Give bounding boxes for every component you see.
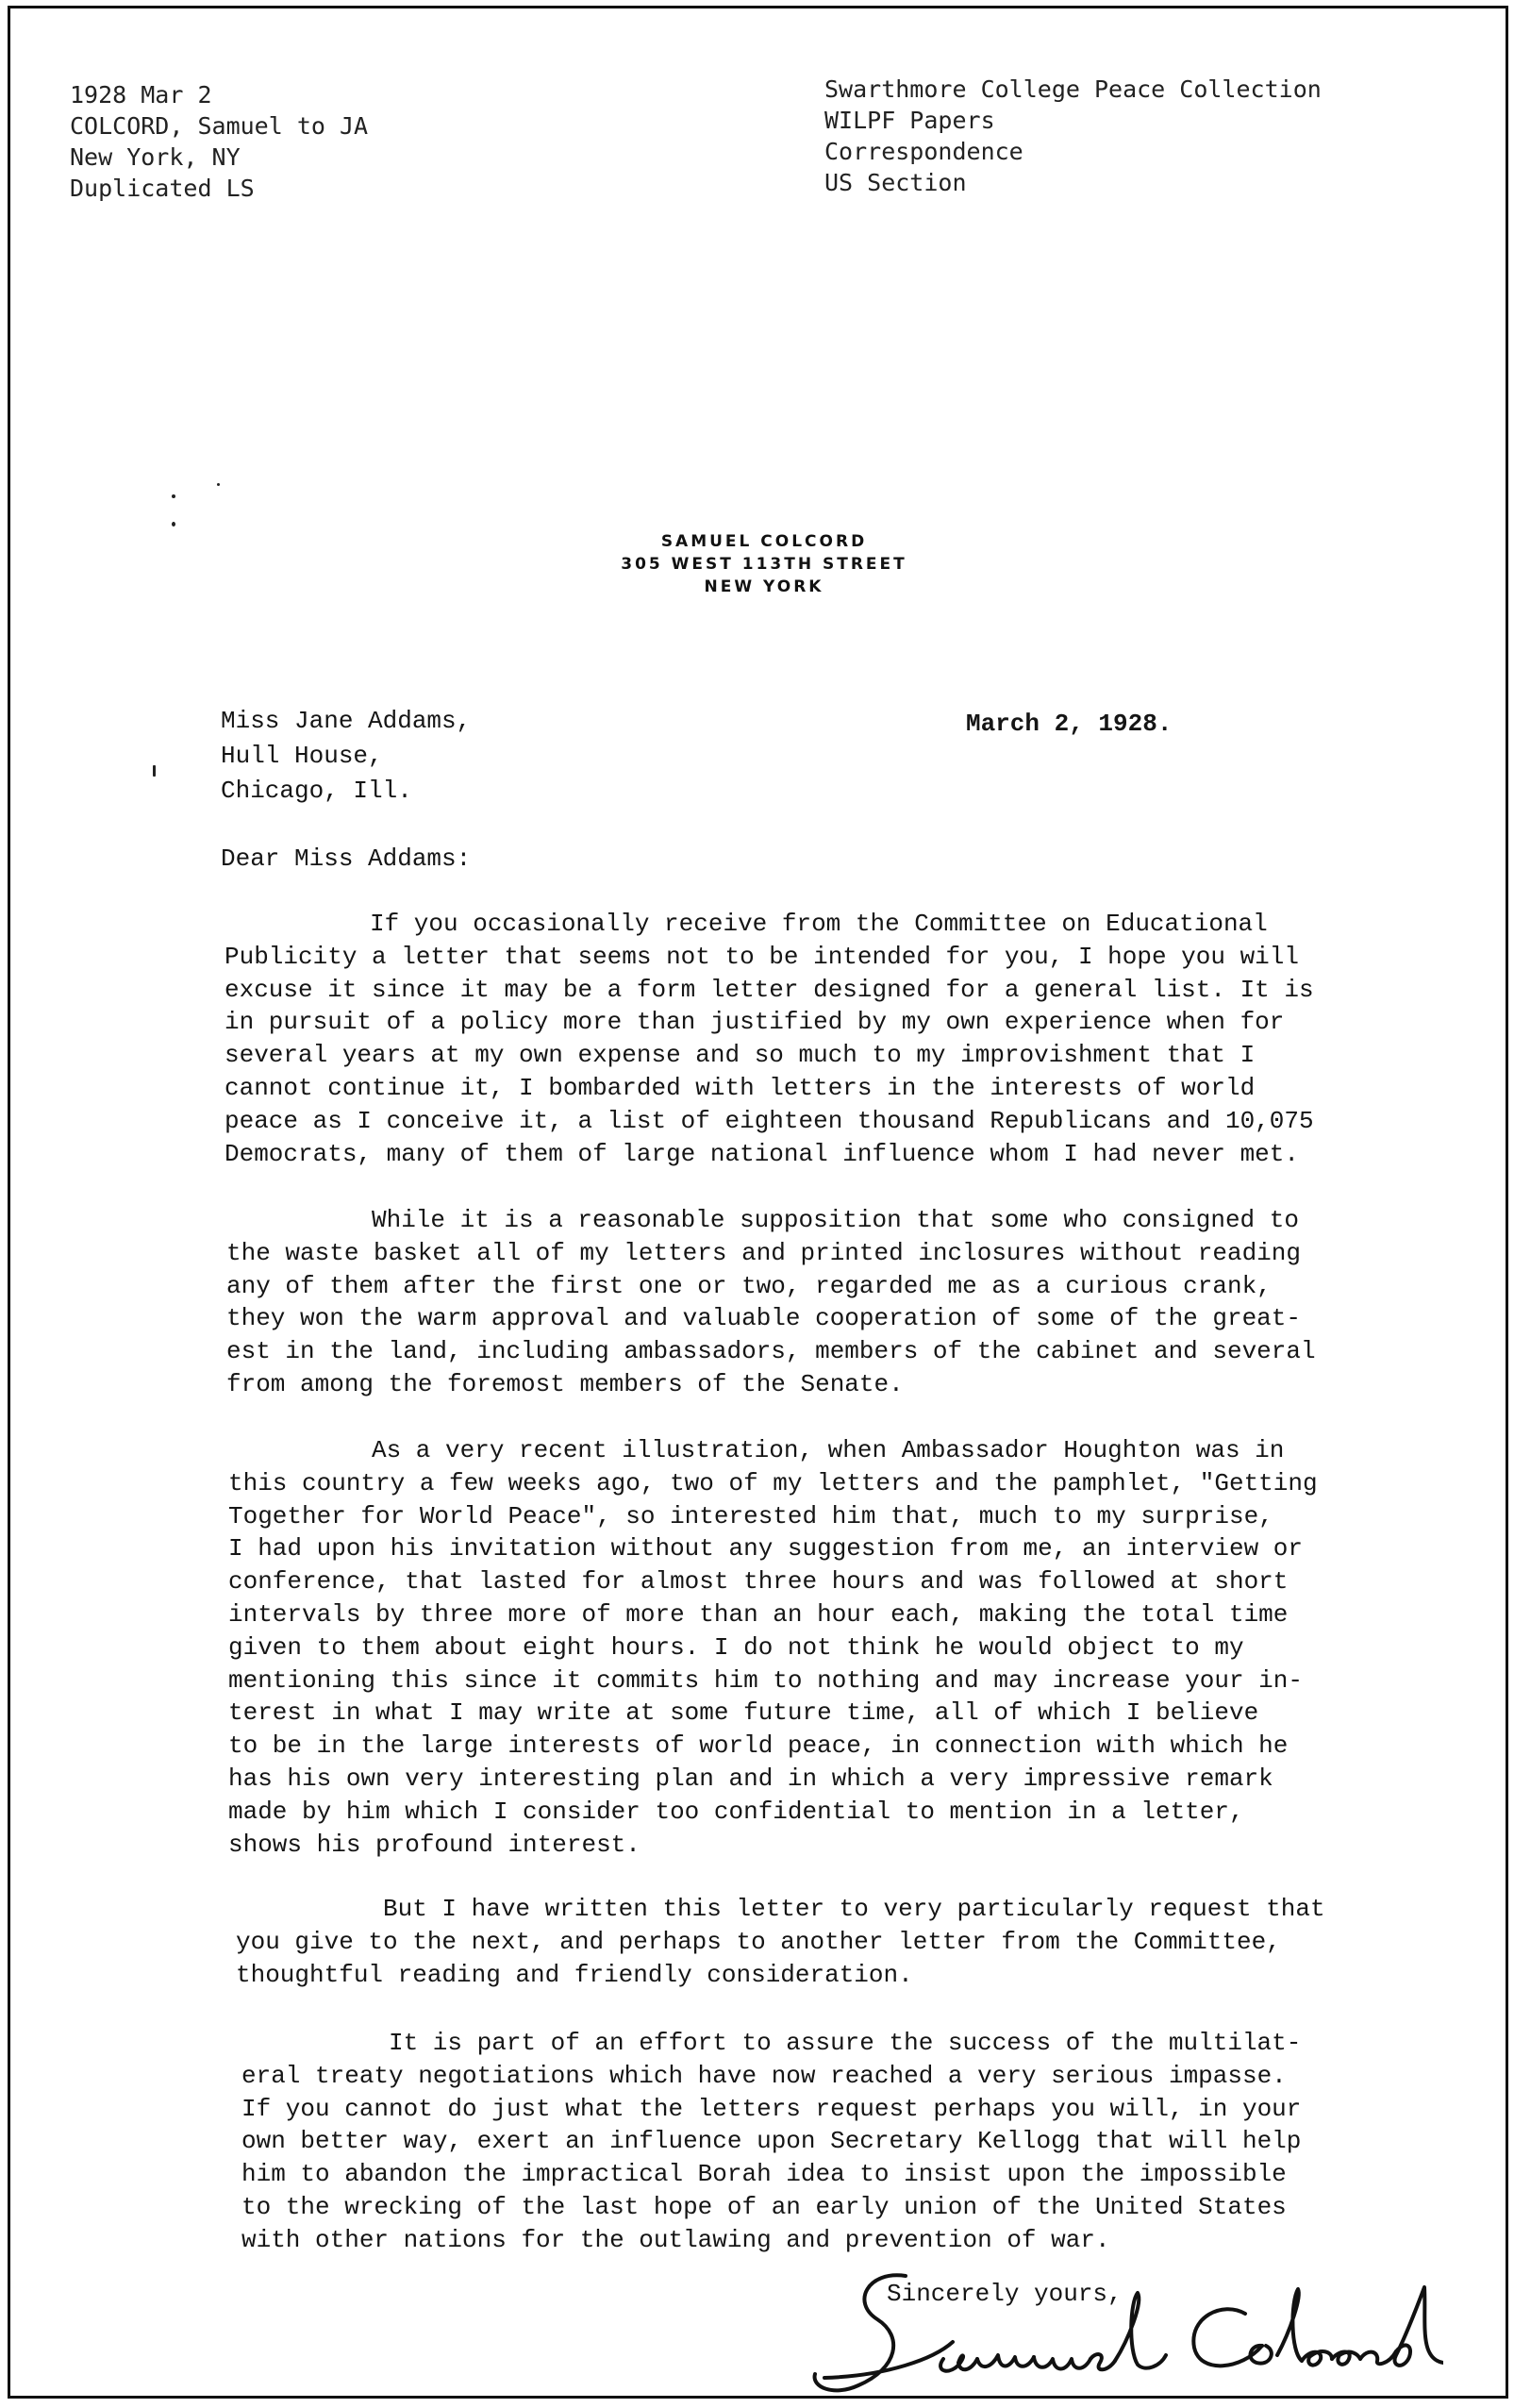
paragraph-4 — [236, 1893, 1325, 1991]
text-line: eral treaty negotiations which have now reached a very serious impasse. — [241, 2061, 1287, 2090]
salutation: Dear Miss Addams: — [221, 844, 472, 873]
recipient-institution: Hull House, — [221, 742, 383, 770]
letter-date: March 2, 1928. — [966, 710, 1173, 738]
text-line: It is part of an effort to assure the success of the multilat- — [389, 2029, 1302, 2057]
paragraph-5 — [241, 2027, 1301, 2257]
handwritten-signature — [792, 2265, 1443, 2406]
text-line: to be in the large interests of world peace, in connection with which he — [228, 1731, 1289, 1761]
text-line: made by him which I consider too confidential to mention in a letter, — [228, 1797, 1244, 1826]
text-line: intervals by three more of more than an hour each, making the total time — [228, 1599, 1289, 1629]
paragraph-2 — [226, 1204, 1316, 1401]
text-line: own better way, exert an influence upon Secretary Kellogg that will help — [241, 2127, 1302, 2156]
archive-date: 1928 Mar 2 — [70, 81, 212, 109]
text-line: est in the land, including ambassadors, members of the cabinet and several — [226, 1337, 1316, 1366]
text-line: terest in what I may write at some future time, all of which I believe — [228, 1698, 1259, 1728]
text-line: As a very recent illustration, when Ambassador Houghton was in — [372, 1436, 1285, 1464]
scan-speck — [217, 483, 220, 486]
text-line: several years at my own expense and so much to my improvishment that I — [225, 1041, 1256, 1070]
text-line: I had upon his invitation without any suggestion from me, an interview or — [228, 1534, 1303, 1564]
text-line: with other nations for the outlawing and prevention of war. — [241, 2225, 1110, 2254]
text-line: cannot continue it, I bombarded with letters in the interests of world — [225, 1073, 1256, 1102]
text-line: excuse it since it may be a form letter designed for a general list. It is — [225, 975, 1314, 1004]
scan-speck — [172, 494, 175, 498]
text-line: Publicity a letter that seems not to be intended for you, I hope you will — [225, 942, 1299, 971]
text-line: Democrats, many of them of large national influence whom I had never met. — [225, 1139, 1299, 1168]
text-line: But I have written this letter to very particularly request that — [383, 1895, 1325, 1923]
archive-type: Duplicated LS — [70, 175, 255, 202]
recipient-city: Chicago, Ill. — [221, 777, 412, 805]
text-line: shows his profound interest. — [228, 1830, 641, 1859]
collection-series: Correspondence — [824, 138, 1023, 165]
text-line: in pursuit of a policy more than justified by my own experience when for — [225, 1008, 1285, 1037]
letterhead-name: SAMUEL COLCORD — [660, 532, 868, 551]
text-line: thoughtful reading and friendly consideration. — [236, 1960, 913, 1989]
text-line: given to them about eight hours. I do not think he would object to my — [228, 1632, 1244, 1662]
archive-place: New York, NY — [70, 143, 241, 171]
recipient-address — [221, 704, 471, 809]
text-line: the waste basket all of my letters and printed inclosures without reading — [226, 1238, 1301, 1267]
text-line: While it is a reasonable supposition that some who consigned to — [372, 1206, 1299, 1234]
paragraph-1 — [225, 908, 1314, 1170]
scan-speck — [153, 765, 156, 777]
letterhead-address: 305 WEST 113TH STREET — [621, 555, 907, 574]
text-line: you give to the next, and perhaps to another letter from the Committee, — [236, 1927, 1281, 1956]
text-line: conference, that lasted for almost three hours and was followed at short — [228, 1567, 1289, 1597]
text-line: peace as I conceive it, a list of eighteen thousand Republicans and 10,075 — [225, 1106, 1314, 1135]
archive-correspondents: COLCORD, Samuel to JA — [70, 112, 369, 140]
text-line: him to abandon the impractical Borah idea to insist upon the impossible — [241, 2160, 1287, 2189]
text-line: Together for World Peace", so interested him that, much to my surprise, — [228, 1501, 1273, 1530]
text-line: If you occasionally receive from the Committee on Educational — [370, 910, 1268, 938]
text-line: this country a few weeks ago, two of my letters and the pamphlet, "Getting — [228, 1468, 1318, 1497]
archive-citation — [70, 79, 368, 204]
closing: Sincerely yours, — [887, 2280, 1123, 2308]
collection-papers: WILPF Papers — [824, 107, 995, 134]
paragraph-3 — [228, 1434, 1318, 1861]
archive-collection — [824, 74, 1322, 198]
letterhead-city: NEW YORK — [704, 577, 824, 596]
text-line: to the wrecking of the last hope of an early union of the United States — [241, 2192, 1287, 2221]
text-line: If you cannot do just what the letters request perhaps you will, in your — [241, 2094, 1302, 2123]
collection-name: Swarthmore College Peace Collection — [824, 75, 1322, 103]
text-line: they won the warm approval and valuable cooperation of some of the great- — [226, 1304, 1301, 1333]
scan-speck — [172, 522, 175, 527]
recipient-name: Miss Jane Addams, — [221, 707, 472, 735]
text-line: from among the foremost members of the Senate. — [226, 1369, 904, 1398]
collection-section: US Section — [824, 169, 967, 196]
letterhead — [528, 530, 1000, 598]
text-line: has his own very interesting plan and in which a very impressive remark — [228, 1764, 1273, 1793]
text-line: mentioning this since it commits him to nothing and may increase your in- — [228, 1665, 1303, 1695]
text-line: any of them after the first one or two, regarded me as a curious crank, — [226, 1271, 1272, 1300]
